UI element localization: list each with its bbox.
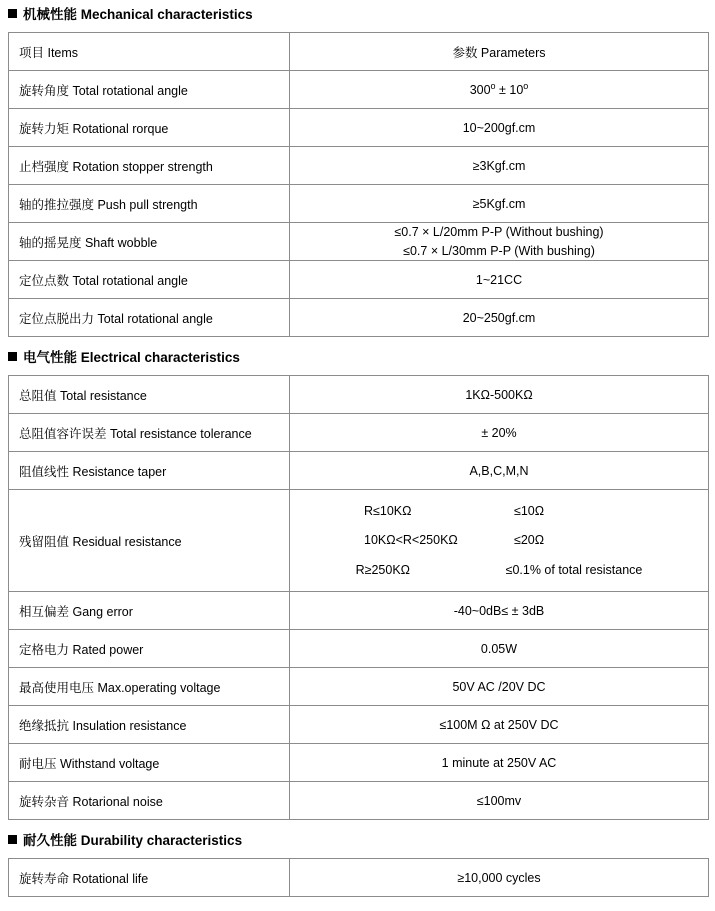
- gap-2: [8, 337, 711, 346]
- residual-condition: R≥250KΩ: [355, 563, 411, 578]
- table-row: [9, 706, 709, 744]
- durability-table: [8, 858, 709, 897]
- row-value: ≤100mv: [290, 782, 709, 820]
- table-row: [9, 744, 709, 782]
- row-label: 轴的摇晃度 Shaft wobble: [9, 223, 290, 261]
- row-value-degrees-main: 300: [469, 83, 491, 98]
- row-value: ≥10,000 cycles: [290, 859, 709, 897]
- gap-1: [8, 23, 711, 32]
- table-row: [9, 782, 709, 820]
- header-parameters: 参数 Parameters: [290, 33, 709, 71]
- row-value: 10~200gf.cm: [290, 109, 709, 147]
- row-label: 旋转杂音 Rotarional noise: [9, 782, 290, 820]
- section-title-durability: [8, 829, 711, 849]
- row-value: -40~0dB≤ ± 3dB: [290, 592, 709, 630]
- row-value: ≤100M Ω at 250V DC: [290, 706, 709, 744]
- table-row: [9, 376, 709, 414]
- gap-4: [8, 820, 711, 829]
- row-value: ≥3Kgf.cm: [290, 147, 709, 185]
- residual-condition: R≤10KΩ: [364, 503, 412, 518]
- row-label: 绝缘抵抗 Insulation resistance: [9, 706, 290, 744]
- gap-3: [8, 366, 711, 375]
- row-value: ≥5Kgf.cm: [290, 185, 709, 223]
- square-bullet-icon: [8, 9, 17, 18]
- row-label: 定格电力 Rated power: [9, 630, 290, 668]
- table-row: [9, 859, 709, 897]
- row-label: 定位点数 Total rotational angle: [9, 261, 290, 299]
- row-label: 总阻值 Total resistance: [9, 376, 290, 414]
- table-row: [9, 299, 709, 337]
- residual-condition: 10KΩ<R<250KΩ: [364, 533, 458, 548]
- row-value-degrees-tol-sup: o: [523, 81, 529, 92]
- table-row: [9, 223, 709, 261]
- section-title-mechanical: [8, 3, 711, 23]
- table-row: [9, 185, 709, 223]
- table-row: [9, 261, 709, 299]
- section-title-mechanical-label: 机械性能 Mechanical characteristics: [23, 7, 253, 22]
- header-items: 项目 Items: [9, 33, 290, 71]
- row-label: 轴的推拉强度 Push pull strength: [9, 185, 290, 223]
- table-row: [9, 630, 709, 668]
- row-label: 定位点脱出力 Total rotational angle: [9, 299, 290, 337]
- square-bullet-icon: [8, 835, 17, 844]
- row-value: [290, 71, 709, 109]
- row-value-degrees-tol: ± 10: [499, 83, 524, 98]
- table-header-row: [9, 33, 709, 71]
- gap-5: [8, 849, 711, 858]
- table-row: [9, 592, 709, 630]
- table-row: [9, 147, 709, 185]
- section-title-electrical: [8, 346, 711, 366]
- electrical-table: [8, 375, 709, 820]
- table-row-residual: [9, 490, 709, 592]
- row-value: 0.05W: [290, 630, 709, 668]
- row-value: 1 minute at 250V AC: [290, 744, 709, 782]
- row-label: 阻值线性 Resistance taper: [9, 452, 290, 490]
- residual-line-3: [290, 563, 708, 577]
- table-row: [9, 668, 709, 706]
- residual-line-2: [290, 533, 708, 547]
- row-label: 最高使用电压 Max.operating voltage: [9, 668, 290, 706]
- residual-value: ≤10Ω: [514, 503, 545, 518]
- residual-value: ≤20Ω: [514, 533, 545, 548]
- section-title-durability-label: 耐久性能 Durability characteristics: [23, 833, 243, 848]
- table-row: [9, 109, 709, 147]
- row-value: [290, 490, 709, 592]
- row-value: 20~250gf.cm: [290, 299, 709, 337]
- row-label: 旋转角度 Total rotational angle: [9, 71, 290, 109]
- row-label: 耐电压 Withstand voltage: [9, 744, 290, 782]
- mechanical-table: [8, 32, 709, 337]
- row-value: 1KΩ-500KΩ: [290, 376, 709, 414]
- residual-value: ≤0.1% of total resistance: [505, 563, 643, 578]
- square-bullet-icon: [8, 352, 17, 361]
- row-value: [290, 223, 709, 261]
- section-title-electrical-label: 电气性能 Electrical characteristics: [23, 350, 240, 365]
- table-row: [9, 452, 709, 490]
- row-value-degrees-sup: o: [490, 81, 496, 92]
- row-value-line-1: ≤0.7 × L/20mm P-P (Without bushing): [394, 225, 604, 240]
- row-label: 止档强度 Rotation stopper strength: [9, 147, 290, 185]
- residual-line-1: [290, 504, 708, 518]
- table-row: [9, 71, 709, 109]
- row-label: 旋转寿命 Rotational life: [9, 859, 290, 897]
- table-row: [9, 414, 709, 452]
- row-label: 相互偏差 Gang error: [9, 592, 290, 630]
- row-label: 旋转力矩 Rotational rorque: [9, 109, 290, 147]
- row-label: 残留阻值 Residual resistance: [9, 490, 290, 592]
- row-value: 1~21CC: [290, 261, 709, 299]
- row-value-line-2: ≤0.7 × L/30mm P-P (With bushing): [403, 243, 595, 258]
- row-label: 总阻值容许误差 Total resistance tolerance: [9, 414, 290, 452]
- row-value: A,B,C,M,N: [290, 452, 709, 490]
- row-value: 50V AC /20V DC: [290, 668, 709, 706]
- row-value: ± 20%: [290, 414, 709, 452]
